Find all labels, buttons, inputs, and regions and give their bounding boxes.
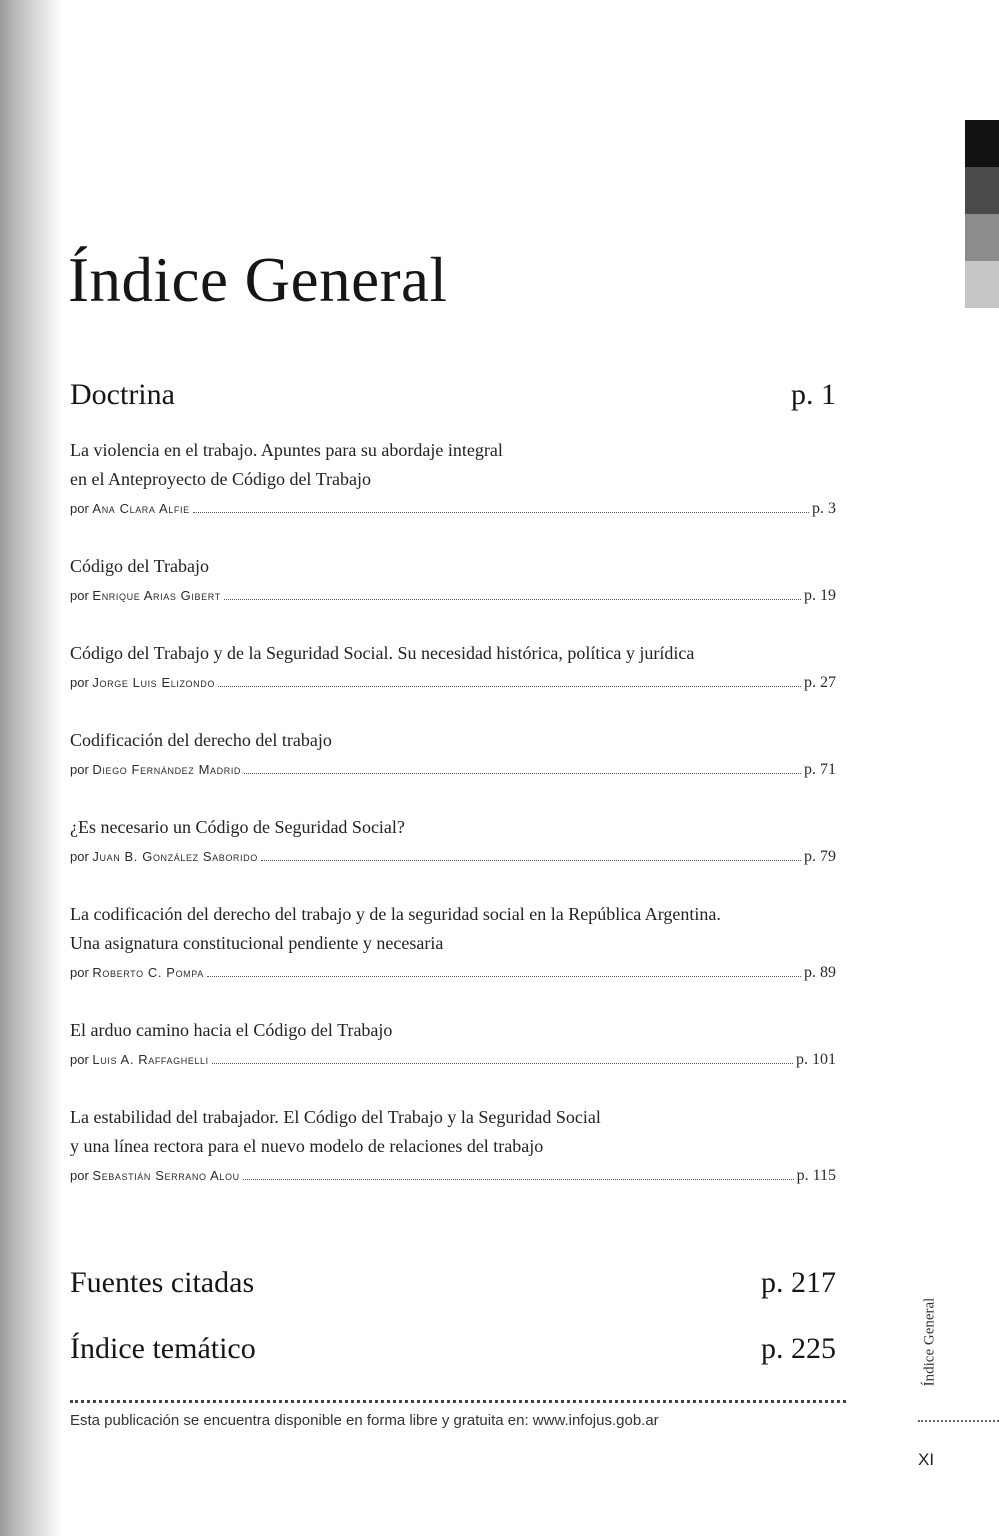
dot-leader	[261, 859, 801, 861]
entry-title: Código del Trabajo	[70, 556, 210, 576]
entry-page: p. 101	[796, 1051, 836, 1068]
entry-title-line2: y una línea rectora para el nuevo modelo de relaciones del trabajo	[70, 1136, 544, 1156]
entry-author: Jorge Luis Elizondo	[92, 675, 215, 690]
entry-page: p. 115	[796, 1167, 836, 1184]
section-page: p. 225	[761, 1332, 836, 1365]
dot-leader	[244, 772, 801, 774]
section-page: p. 217	[761, 1266, 836, 1299]
section-fuentes-citadas[interactable]	[70, 1266, 836, 1300]
entry-byline	[70, 964, 836, 982]
entry-by: por	[70, 965, 89, 980]
entry-author: Sebastián Serrano Alou	[92, 1168, 240, 1183]
margin-dotted-rule	[918, 1420, 999, 1422]
entry-title: La violencia en el trabajo. Apuntes para su abordaje integral	[70, 440, 503, 460]
section-label: Índice temático	[70, 1332, 256, 1365]
entry-by: por	[70, 1168, 89, 1183]
entry-by: por	[70, 675, 89, 690]
toc-entry[interactable]	[70, 639, 836, 692]
entry-author: Luis A. Raffaghelli	[92, 1052, 209, 1067]
entry-by: por	[70, 849, 89, 864]
dot-leader	[207, 975, 801, 977]
entry-author: Diego Fernández Madrid	[92, 762, 242, 777]
toc-entry[interactable]	[70, 436, 836, 518]
entry-title: La estabilidad del trabajador. El Código del Trabajo y la Seguridad Social	[70, 1107, 601, 1127]
section-doctrina	[70, 378, 836, 412]
dot-leader	[224, 598, 801, 600]
entry-author: Roberto C. Pompa	[92, 965, 204, 980]
entry-by: por	[70, 762, 89, 777]
footer-dotted-rule	[70, 1400, 846, 1403]
section-label: Doctrina	[70, 378, 175, 411]
section-page: p. 1	[791, 378, 836, 411]
toc-entry[interactable]	[70, 1103, 836, 1185]
page-binding-shadow	[0, 0, 62, 1536]
toc-entry[interactable]	[70, 1016, 836, 1069]
entry-title: ¿Es necesario un Código de Seguridad Social?	[70, 817, 405, 837]
entry-page: p. 3	[812, 500, 836, 517]
entry-byline	[70, 1051, 836, 1069]
entry-by: por	[70, 501, 89, 516]
entry-byline	[70, 587, 836, 605]
entry-page: p. 71	[804, 761, 836, 778]
section-indice-tematico[interactable]	[70, 1332, 836, 1366]
entry-author: Juan B. González Saborido	[92, 849, 258, 864]
page-number: XI	[918, 1450, 935, 1469]
entry-byline	[70, 761, 836, 779]
entry-title-line2: en el Anteproyecto de Código del Trabajo	[70, 469, 371, 489]
entry-title: Código del Trabajo y de la Seguridad Social. Su necesidad histórica, política y jurídica	[70, 643, 695, 663]
entry-title: La codificación del derecho del trabajo y de la seguridad social en la República Argentina.	[70, 904, 721, 924]
running-head: Índice General	[921, 1297, 938, 1387]
footer-note: Esta publicación se encuentra disponible en forma libre y gratuita en: www.infojus.gob.ar	[70, 1412, 659, 1429]
section-label: Fuentes citadas	[70, 1266, 255, 1299]
entry-title: Codificación del derecho del trabajo	[70, 730, 332, 750]
toc-entry[interactable]	[70, 813, 836, 866]
edge-tab-marker	[965, 120, 999, 308]
toc-entry[interactable]	[70, 726, 836, 779]
entry-byline	[70, 500, 836, 518]
entry-by: por	[70, 1052, 89, 1067]
entry-byline	[70, 1167, 836, 1185]
entry-title: El arduo camino hacia el Código del Trabajo	[70, 1020, 393, 1040]
entry-page: p. 79	[804, 848, 836, 865]
entry-page: p. 89	[804, 964, 836, 981]
entry-by: por	[70, 588, 89, 603]
entry-byline	[70, 674, 836, 692]
entry-author: Ana Clara Alfie	[92, 501, 190, 516]
entry-title-line2: Una asignatura constitucional pendiente y necesaria	[70, 933, 444, 953]
entry-author: Enrique Arias Gibert	[92, 588, 221, 603]
entry-page: p. 27	[804, 674, 836, 691]
dot-leader	[218, 685, 801, 687]
toc-entry[interactable]	[70, 552, 836, 605]
page-title: Índice General	[68, 245, 448, 315]
entry-page: p. 19	[804, 587, 836, 604]
toc-entry[interactable]	[70, 900, 836, 982]
toc-entries	[70, 436, 836, 1219]
dot-leader	[243, 1178, 794, 1180]
entry-byline	[70, 848, 836, 866]
dot-leader	[212, 1062, 793, 1064]
dot-leader	[193, 511, 809, 513]
